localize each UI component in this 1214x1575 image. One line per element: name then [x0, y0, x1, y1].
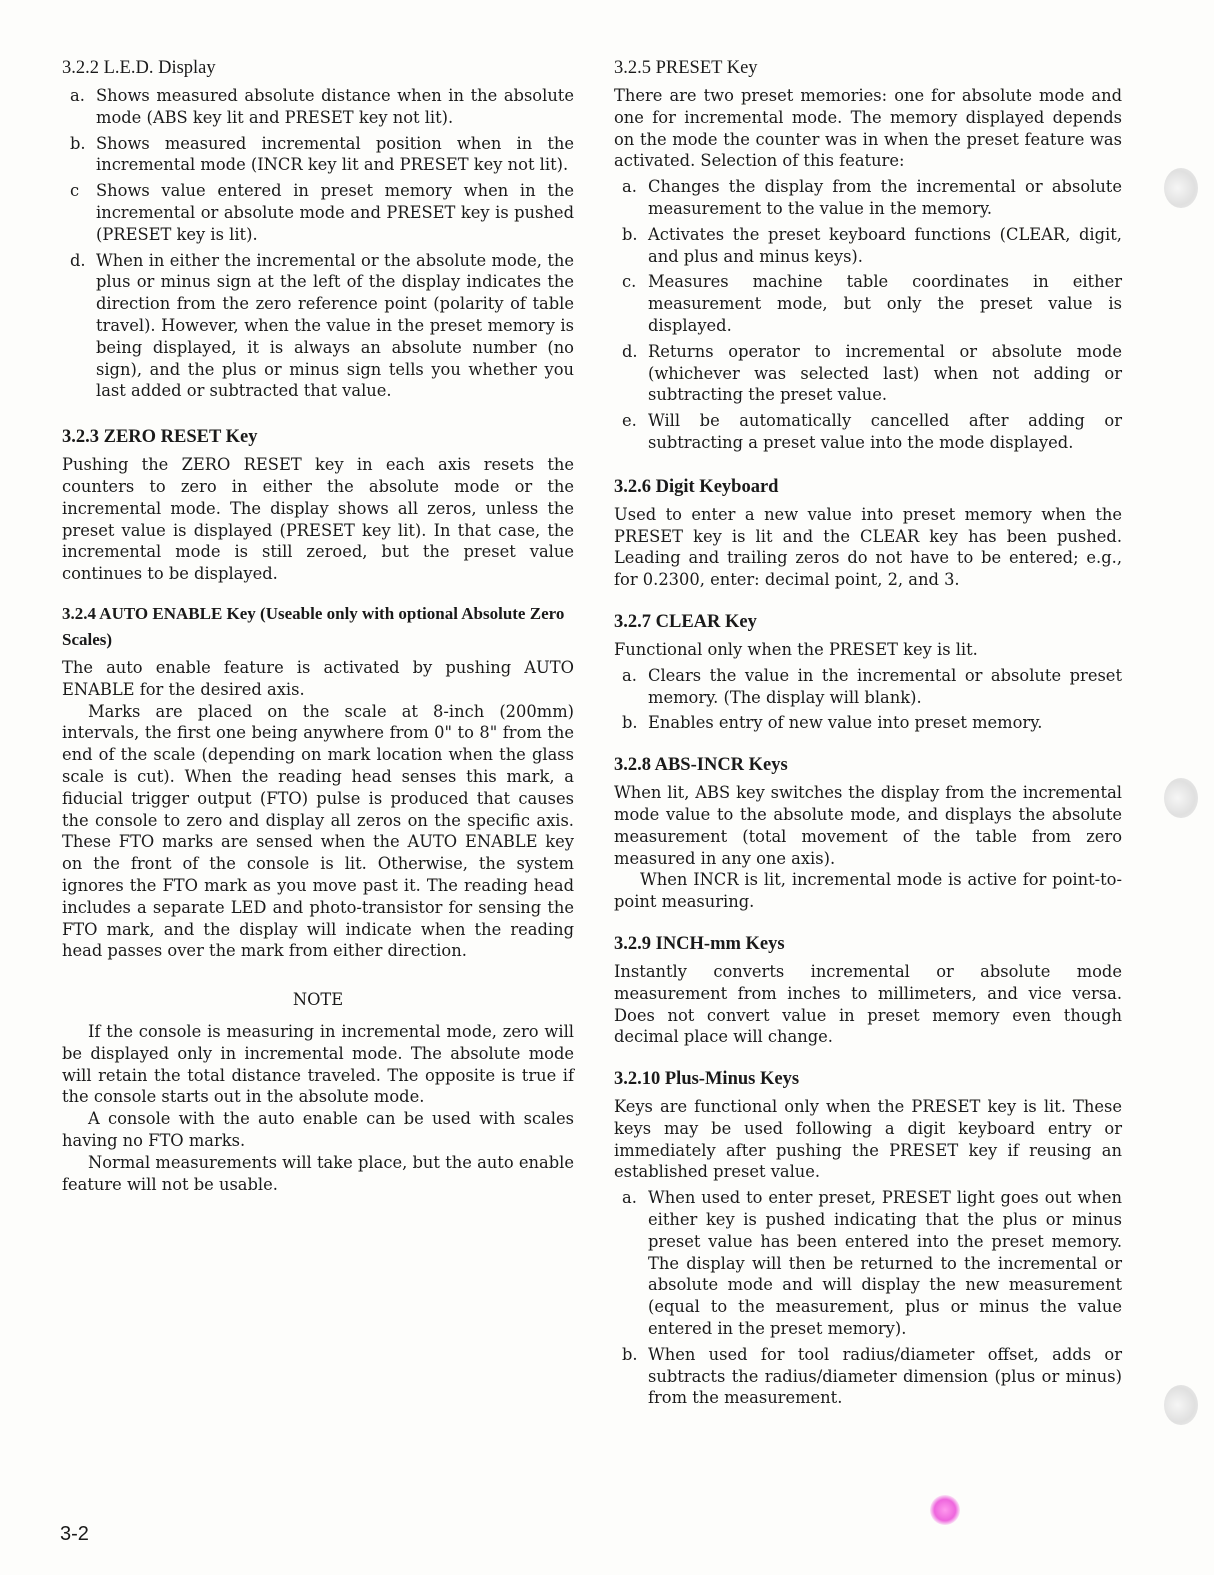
section-digit-keyboard — [614, 474, 1122, 591]
item-marker: e. — [622, 411, 637, 431]
item-marker: b. — [70, 133, 86, 153]
item-text: Shows value entered in preset memory when in the incremental or absolute mode and PRESET key is pushed (PRESET key is lit). — [96, 181, 574, 244]
item-marker: d. — [70, 250, 86, 270]
item-list — [614, 1187, 1122, 1409]
list-item — [614, 1344, 1122, 1409]
section-heading: 3.2.4 AUTO ENABLE Key (Useable only with optional Absolute Zero Scales) — [62, 603, 565, 649]
item-marker: a. — [622, 665, 637, 685]
section-auto-enable-key — [62, 601, 574, 962]
list-item — [614, 176, 1122, 220]
item-marker: a. — [70, 86, 85, 105]
item-text: When used to enter preset, PRESET light goes out when either key is pushed indicating that the plus or minus preset value has been entered into the preset memory. The display will then be returned to the incremental or absolute mode and will display the new measurement (equal to the measurement, plus or minus the value entered in the preset memory). — [648, 1188, 1122, 1339]
paragraph: Marks are placed on the scale at 8-inch (200mm) intervals, the first one being anywhere from 0" to 8" from the end of the scale (depending on mark location when the glass scale is cut). When the reading head senses this mark, a fiducial trigger output (FTO) pulse is produced that causes the console to zero and display all zeros on the specific axis. These FTO marks are sensed when the AUTO ENABLE key on the front of the console is lit. Otherwise, the system ignores the FTO mark as you move past it. The reading head includes a separate LED and photo-transistor for sensing the FTO mark, and the display will indicate when the reading head passes over the mark from either direction. — [62, 701, 574, 961]
binder-hole-bottom — [1164, 1385, 1198, 1425]
left-column — [62, 55, 574, 1195]
section-abs-incr-keys — [614, 752, 1122, 913]
section-heading: 3.2.3 ZERO RESET Key — [62, 427, 258, 448]
page-number: 3-2 — [60, 1523, 89, 1545]
section-heading: 3.2.6 Digit Keyboard — [614, 476, 779, 497]
paragraph: When INCR is lit, incremental mode is active for point-to-point measuring. — [614, 870, 1122, 912]
paragraph: Instantly converts incremental or absolute mode measurement from inches to millimeters, and vice versa. Does not convert value in preset memory even though decimal place will change. — [614, 961, 1122, 1047]
section-heading: 3.2.8 ABS-INCR Keys — [614, 755, 788, 776]
ink-smudge — [930, 1495, 960, 1525]
list-item — [62, 250, 574, 403]
list-item — [614, 712, 1122, 734]
item-text: Changes the display from the incremental or absolute measurement to the value in the memory. — [648, 177, 1122, 218]
section-plus-minus-keys — [614, 1066, 1122, 1409]
section-heading: 3.2.9 INCH-mm Keys — [614, 933, 785, 954]
paragraph: Used to enter a new value into preset memory when the PRESET key is lit and the CLEAR key has been pushed. Leading and trailing zeros do not have to be entered; e.g., for 0.2300, enter: decimal point, 2, and 3. — [614, 504, 1122, 590]
section-led-display — [62, 55, 574, 402]
list-item — [614, 665, 1122, 709]
item-text: When in either the incremental or the absolute mode, the plus or minus sign at the left of the display indicates the direction from the zero reference point (polarity of table travel). However, when the value in the preset memory is being displayed, it is always an absolute number (no sign), and the plus or minus sign tells you whether you last added or subtracted that value. — [96, 250, 574, 401]
item-marker: b. — [622, 224, 638, 244]
section-heading: 3.2.5 PRESET Key — [614, 58, 758, 78]
paragraph: The auto enable feature is activated by pushing AUTO ENABLE for the desired axis. — [62, 657, 574, 699]
list-item — [614, 341, 1122, 406]
section-heading: 3.2.7 CLEAR Key — [614, 611, 757, 632]
note-title: NOTE — [292, 990, 344, 1010]
item-text: Shows measured incremental position when in the incremental mode (INCR key lit and PRESET key not lit). — [96, 133, 574, 175]
binder-hole-middle — [1164, 778, 1198, 818]
item-text: Measures machine table coordinates in either measurement mode, but only the preset value is displayed. — [648, 272, 1122, 335]
right-column — [614, 55, 1122, 1423]
item-list — [614, 665, 1122, 734]
paragraph: There are two preset memories: one for absolute mode and one for incremental mode. The memory displayed depends on the mode the counter was in when the preset feature was activated. Selection of this feature: — [614, 86, 1122, 171]
item-text: Clears the value in the incremental or absolute preset memory. (The display will blank). — [648, 665, 1122, 707]
paragraph: When lit, ABS key switches the display from the incremental mode value to the absolute mode, and displays the absolute measurement (total movement of the table from zero measured in any one axis). — [614, 783, 1122, 868]
paragraph: If the console is measuring in incremental mode, zero will be displayed only in incremental mode. The absolute mode will retain the total distance traveled. The opposite is true if the console starts out in the absolute mode. — [62, 1022, 574, 1107]
list-item — [62, 133, 574, 177]
section-inch-mm-keys — [614, 931, 1122, 1048]
section-heading: 3.2.10 Plus-Minus Keys — [614, 1069, 800, 1090]
list-item — [614, 271, 1122, 336]
paragraph: A console with the auto enable can be used with scales having no FTO marks. — [62, 1109, 574, 1151]
item-text: When used for tool radius/diameter offset, adds or subtracts the radius/diameter dimension (plus or minus) from the measurement. — [648, 1344, 1122, 1408]
item-list — [62, 85, 574, 402]
item-text: Will be automatically cancelled after adding or subtracting a preset value into the mode displayed. — [648, 411, 1122, 452]
section-heading: 3.2.2 L.E.D. Display — [62, 58, 216, 78]
item-marker: d. — [622, 341, 638, 361]
item-marker: b. — [622, 713, 638, 733]
list-item — [62, 85, 574, 129]
item-list — [614, 176, 1122, 454]
list-item — [614, 410, 1122, 454]
section-preset-key — [614, 55, 1122, 454]
list-item — [614, 224, 1122, 268]
paragraph: Functional only when the PRESET key is lit. — [614, 639, 978, 659]
item-marker: a. — [622, 177, 637, 197]
section-zero-reset-key — [62, 424, 574, 585]
item-marker: c. — [622, 272, 637, 292]
item-text: Shows measured absolute distance when in the absolute mode (ABS key lit and PRESET key not lit). — [96, 86, 574, 127]
item-text: Activates the preset keyboard functions (CLEAR, digit, and plus and minus keys). — [648, 224, 1122, 266]
item-text: Returns operator to incremental or absolute mode (whichever was selected last) when not adding or subtracting the preset value. — [648, 341, 1122, 405]
item-text: Enables entry of new value into preset memory. — [648, 713, 1043, 733]
item-marker: a. — [622, 1188, 637, 1208]
paragraph: Pushing the ZERO RESET key in each axis resets the counters to zero in either the absolute mode or the incremental mode. The display shows all zeros, unless the preset value is displayed (PRESET key lit). In that case, the incremental mode is still zeroed, but the preset value continues to be displayed. — [62, 455, 574, 584]
paragraph: Keys are functional only when the PRESET key is lit. These keys may be used following a digit keyboard entry or immediately after pushing the PRESET key if reusing an established preset value. — [614, 1097, 1122, 1182]
paragraph: Normal measurements will take place, but the auto enable feature will not be usable. — [62, 1152, 574, 1194]
item-marker: b. — [622, 1344, 638, 1364]
list-item — [62, 180, 574, 245]
item-marker: c — [70, 181, 80, 201]
note-block — [62, 990, 574, 1195]
list-item — [614, 1187, 1122, 1340]
binder-hole-top — [1164, 168, 1198, 208]
section-clear-key — [614, 609, 1122, 734]
